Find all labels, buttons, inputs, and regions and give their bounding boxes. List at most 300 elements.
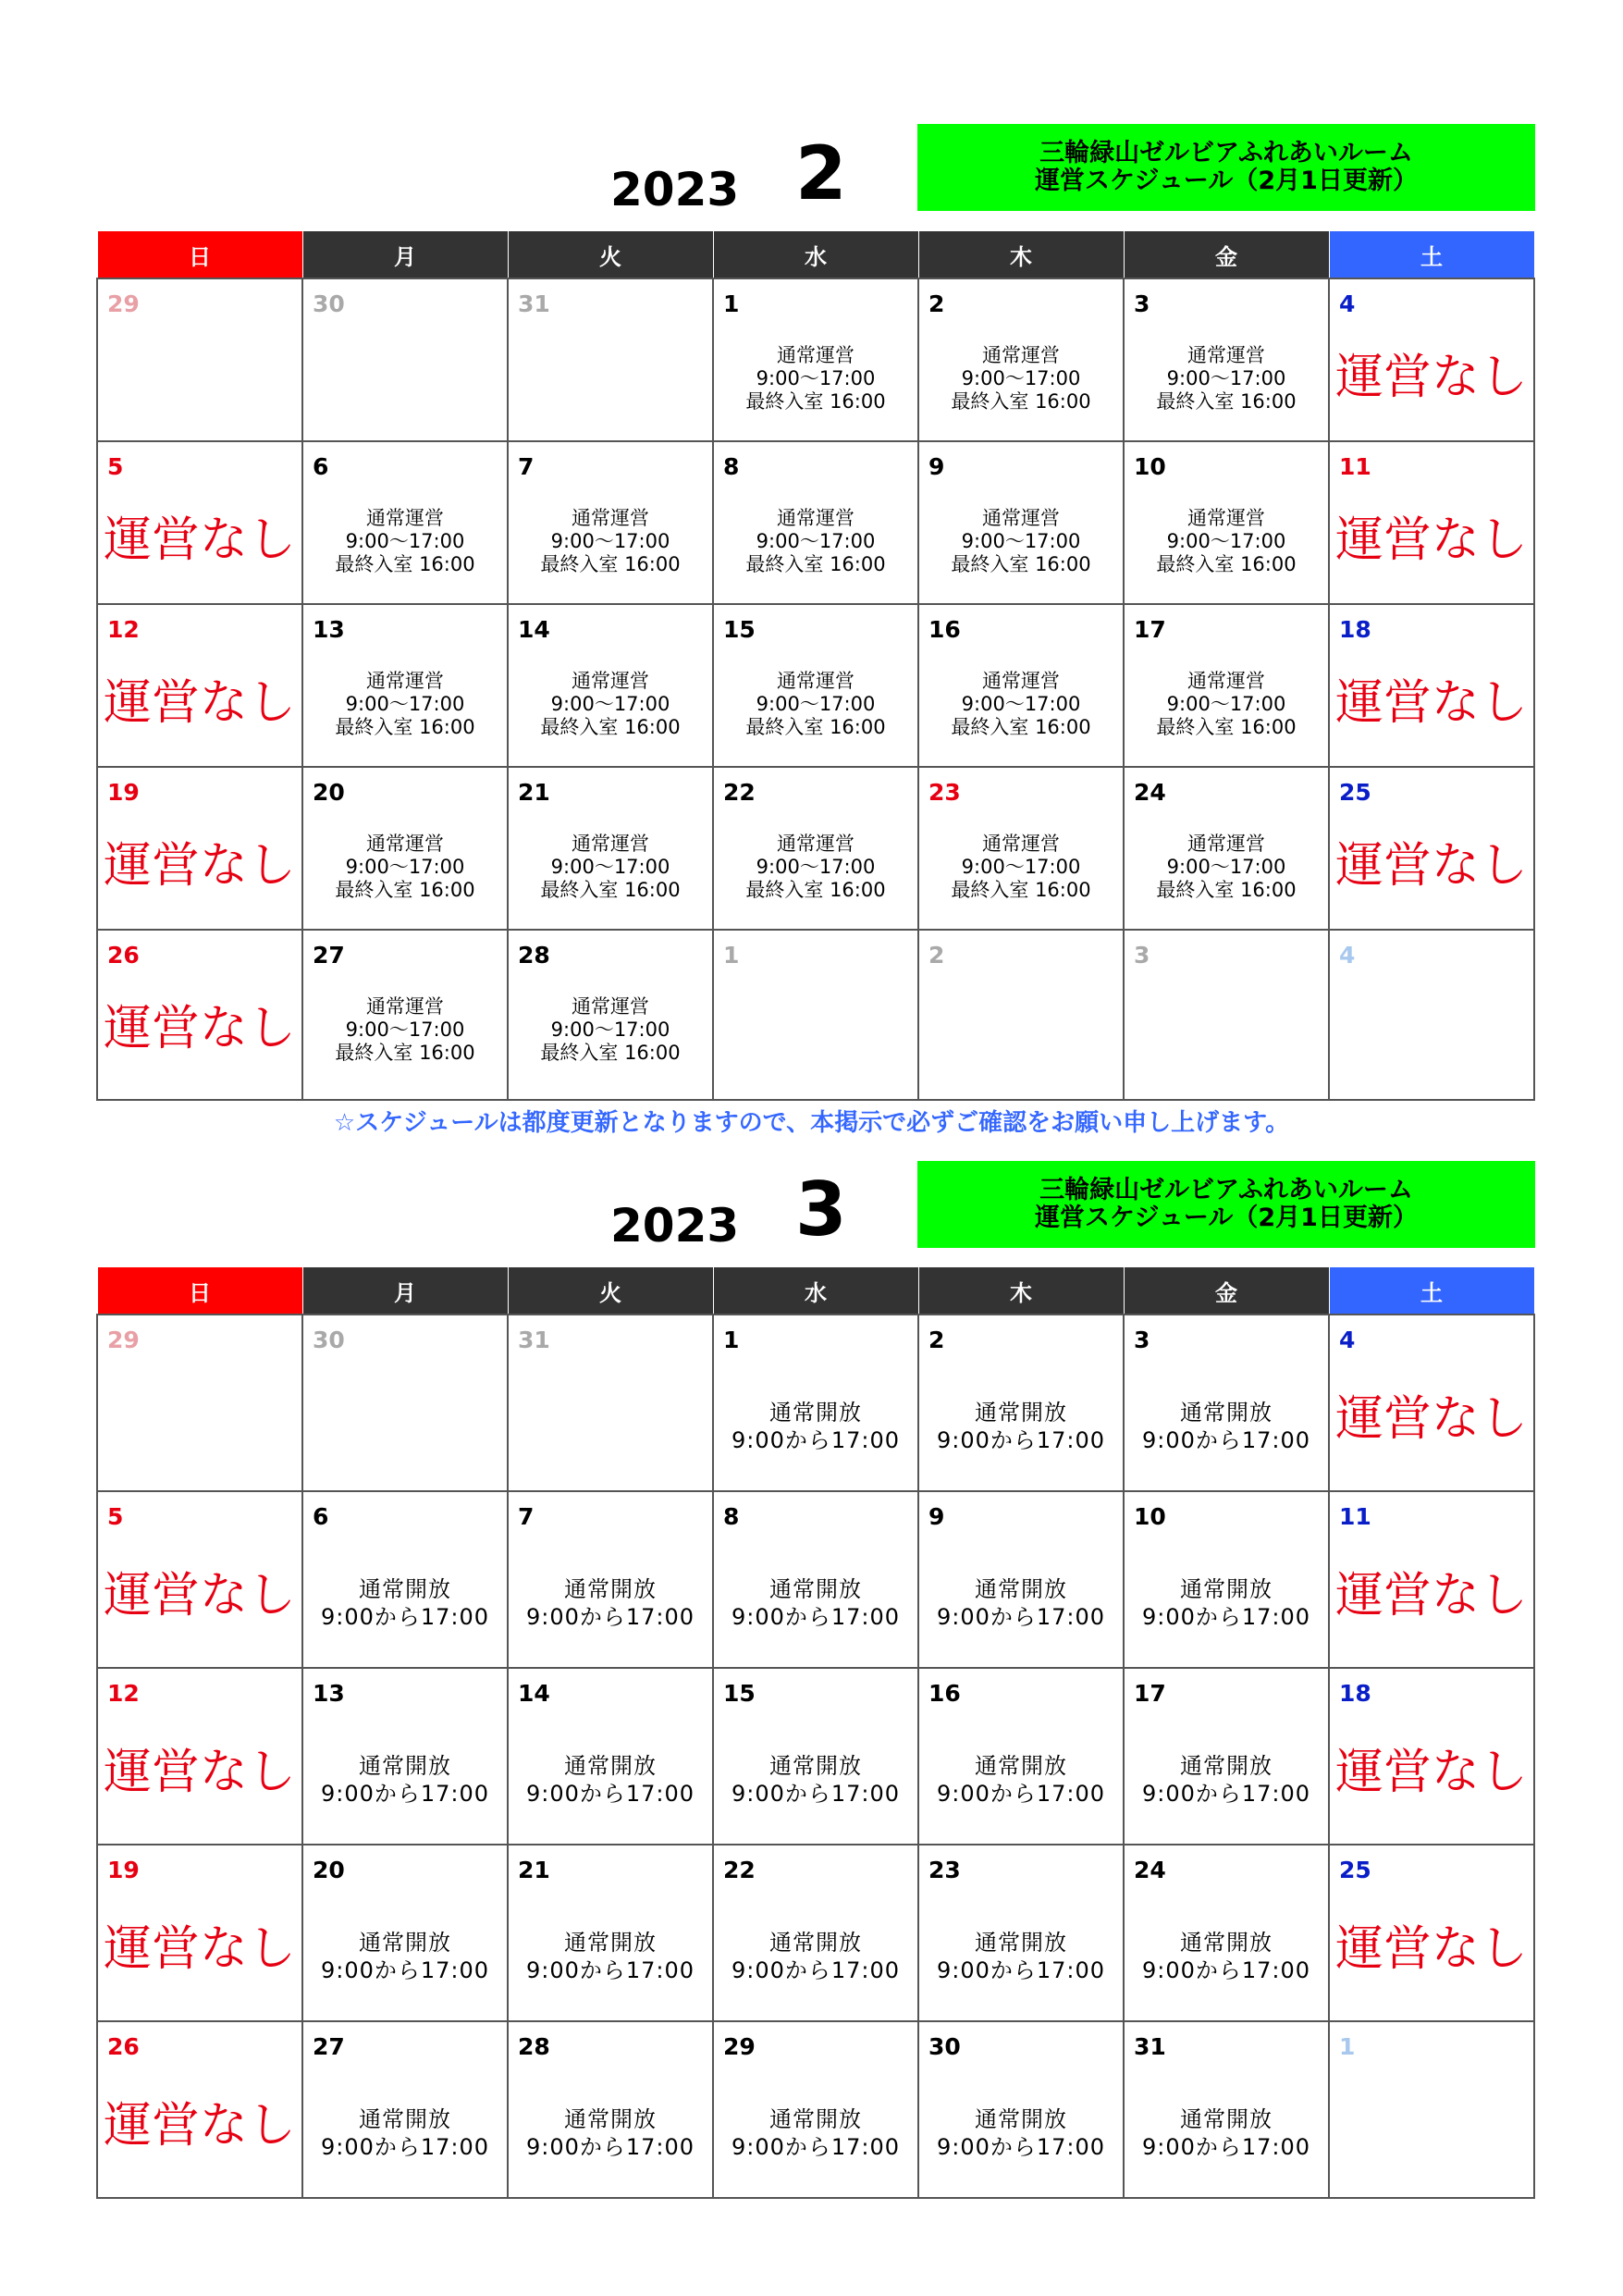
day-number: 28 bbox=[518, 2033, 550, 2060]
open-hours bbox=[1125, 1752, 1328, 1808]
open-hours bbox=[919, 2105, 1123, 2161]
closed-label: 運営なし bbox=[1334, 512, 1528, 568]
open-hours-line: 9:00～17:00 bbox=[345, 856, 465, 878]
day-number: 11 bbox=[1339, 453, 1371, 480]
open-hours bbox=[303, 507, 507, 576]
day-number: 30 bbox=[313, 290, 345, 317]
open-hours-line: 9:00から17:00 bbox=[936, 1957, 1106, 1983]
day-cell bbox=[1124, 2021, 1329, 2198]
day-number: 28 bbox=[518, 942, 550, 969]
day-number: 1 bbox=[723, 942, 740, 969]
weekday-header: 土 bbox=[1329, 231, 1534, 279]
open-hours-line: 9:00から17:00 bbox=[1141, 2134, 1311, 2160]
week-row bbox=[97, 1845, 1534, 2021]
closed-label: 運営なし bbox=[103, 1745, 296, 1800]
day-cell bbox=[302, 1491, 508, 1668]
week-row bbox=[97, 930, 1534, 1100]
open-hours-line: 9:00から17:00 bbox=[936, 1427, 1106, 1453]
open-hours-line: 9:00～17:00 bbox=[961, 530, 1081, 552]
open-hours-line: 通常開放 bbox=[359, 2106, 451, 2132]
day-cell bbox=[713, 767, 918, 930]
day-cell bbox=[508, 604, 713, 767]
day-number: 16 bbox=[928, 616, 961, 643]
day-cell bbox=[1329, 278, 1534, 441]
day-cell bbox=[97, 2021, 302, 2198]
day-cell bbox=[713, 441, 918, 604]
day-cell bbox=[302, 1845, 508, 2021]
open-hours-line: 最終入室 16:00 bbox=[540, 1042, 681, 1064]
day-cell bbox=[508, 1845, 713, 2021]
update-notice: ☆スケジュールは都度更新となりますので、本掲示で必ずご確認をお願い申し上げます。 bbox=[333, 1109, 1290, 1137]
open-hours-line: 最終入室 16:00 bbox=[745, 879, 886, 901]
open-hours-line: 通常開放 bbox=[564, 1753, 657, 1779]
open-hours-line: 通常運営 bbox=[366, 995, 444, 1018]
open-hours-line: 9:00から17:00 bbox=[525, 2134, 695, 2160]
open-hours-line: 9:00～17:00 bbox=[1166, 530, 1286, 552]
day-number: 8 bbox=[723, 453, 740, 480]
open-hours-line: 9:00から17:00 bbox=[525, 1957, 695, 1983]
weekday-header: 火 bbox=[508, 1267, 713, 1315]
day-number: 20 bbox=[313, 779, 345, 806]
day-number: 9 bbox=[928, 1503, 945, 1530]
open-hours-line: 9:00から17:00 bbox=[1141, 1427, 1311, 1453]
open-hours-line: 最終入室 16:00 bbox=[540, 879, 681, 901]
day-number: 1 bbox=[1339, 2033, 1356, 2060]
open-hours-line: 9:00から17:00 bbox=[936, 2134, 1106, 2160]
open-hours-line: 通常開放 bbox=[975, 2106, 1067, 2132]
weekday-header: 日 bbox=[97, 1267, 302, 1315]
day-cell bbox=[1329, 2021, 1534, 2198]
day-cell bbox=[97, 1668, 302, 1845]
open-hours-line: 通常運営 bbox=[1187, 833, 1265, 855]
open-hours bbox=[714, 1399, 917, 1454]
day-cell bbox=[918, 2021, 1124, 2198]
day-cell bbox=[918, 930, 1124, 1100]
open-hours bbox=[1125, 670, 1328, 739]
open-hours bbox=[509, 507, 712, 576]
open-hours-line: 最終入室 16:00 bbox=[540, 553, 681, 575]
open-hours bbox=[1125, 507, 1328, 576]
day-number: 27 bbox=[313, 942, 345, 969]
day-number: 19 bbox=[107, 1857, 140, 1883]
open-hours bbox=[1125, 1929, 1328, 1984]
day-cell bbox=[918, 1315, 1124, 1491]
open-hours-line: 通常運営 bbox=[982, 507, 1060, 529]
open-hours-line: 通常運営 bbox=[777, 344, 855, 366]
open-hours bbox=[714, 833, 917, 902]
open-hours-line: 通常開放 bbox=[769, 1930, 862, 1956]
day-cell bbox=[508, 278, 713, 441]
day-number: 22 bbox=[723, 779, 756, 806]
day-number: 1 bbox=[723, 290, 740, 317]
day-cell bbox=[1329, 1668, 1534, 1845]
day-cell bbox=[302, 278, 508, 441]
open-hours-line: 通常運営 bbox=[777, 670, 855, 692]
day-number: 10 bbox=[1134, 453, 1166, 480]
day-cell bbox=[97, 1491, 302, 1668]
day-number: 12 bbox=[107, 616, 140, 643]
open-hours bbox=[919, 507, 1123, 576]
open-hours bbox=[509, 670, 712, 739]
open-hours bbox=[919, 670, 1123, 739]
day-cell bbox=[918, 441, 1124, 604]
day-cell bbox=[302, 2021, 508, 2198]
closed-label: 運営なし bbox=[1334, 350, 1528, 405]
open-hours-line: 通常開放 bbox=[564, 2106, 657, 2132]
open-hours bbox=[303, 1575, 507, 1631]
day-number: 13 bbox=[313, 616, 345, 643]
day-cell bbox=[302, 604, 508, 767]
open-hours-line: 通常開放 bbox=[359, 1930, 451, 1956]
calendar-grid bbox=[96, 1266, 1535, 2199]
day-number: 1 bbox=[723, 1327, 740, 1353]
open-hours-line: 9:00～17:00 bbox=[756, 530, 876, 552]
day-number: 13 bbox=[313, 1680, 345, 1707]
day-number: 23 bbox=[928, 779, 961, 806]
open-hours-line: 9:00から17:00 bbox=[525, 1604, 695, 1630]
open-hours-line: 9:00～17:00 bbox=[1166, 856, 1286, 878]
open-hours-line: 最終入室 16:00 bbox=[951, 879, 1091, 901]
day-number: 20 bbox=[313, 1857, 345, 1883]
day-cell bbox=[97, 441, 302, 604]
day-number: 31 bbox=[518, 290, 550, 317]
open-hours-line: 9:00から17:00 bbox=[320, 2134, 490, 2160]
day-number: 17 bbox=[1134, 616, 1166, 643]
day-number: 2 bbox=[928, 942, 945, 969]
week-row bbox=[97, 278, 1534, 441]
closed-label: 運営なし bbox=[103, 1921, 296, 1977]
day-cell bbox=[918, 1845, 1124, 2021]
day-number: 24 bbox=[1134, 779, 1166, 806]
weekday-header: 木 bbox=[918, 231, 1124, 279]
open-hours-line: 通常開放 bbox=[975, 1930, 1067, 1956]
day-cell bbox=[508, 441, 713, 604]
schedule-title-box bbox=[917, 124, 1535, 211]
open-hours-line: 9:00～17:00 bbox=[756, 693, 876, 715]
open-hours-line: 通常開放 bbox=[564, 1930, 657, 1956]
open-hours-line: 通常運営 bbox=[366, 507, 444, 529]
day-number: 5 bbox=[107, 453, 124, 480]
week-row bbox=[97, 604, 1534, 767]
open-hours-line: 通常開放 bbox=[975, 1576, 1067, 1602]
open-hours-line: 通常運営 bbox=[366, 670, 444, 692]
open-hours bbox=[919, 1575, 1123, 1631]
open-hours-line: 通常開放 bbox=[769, 1753, 862, 1779]
open-hours-line: 通常運営 bbox=[1187, 507, 1265, 529]
week-row bbox=[97, 2021, 1534, 2198]
day-number: 30 bbox=[928, 2033, 961, 2060]
day-cell bbox=[1124, 441, 1329, 604]
day-number: 2 bbox=[928, 290, 945, 317]
weekday-header: 火 bbox=[508, 231, 713, 279]
open-hours-line: 9:00から17:00 bbox=[1141, 1604, 1311, 1630]
open-hours-line: 9:00から17:00 bbox=[320, 1781, 490, 1807]
open-hours bbox=[1125, 1399, 1328, 1454]
open-hours-line: 最終入室 16:00 bbox=[951, 390, 1091, 413]
open-hours-line: 9:00から17:00 bbox=[1141, 1957, 1311, 1983]
day-number: 16 bbox=[928, 1680, 961, 1707]
day-number: 26 bbox=[107, 2033, 140, 2060]
day-cell bbox=[1124, 930, 1329, 1100]
open-hours-line: 通常運営 bbox=[982, 670, 1060, 692]
open-hours-line: 通常運営 bbox=[572, 995, 649, 1018]
open-hours-line: 9:00から17:00 bbox=[320, 1604, 490, 1630]
open-hours-line: 9:00～17:00 bbox=[345, 1018, 465, 1041]
day-number: 14 bbox=[518, 1680, 550, 1707]
open-hours-line: 通常開放 bbox=[975, 1400, 1067, 1426]
open-hours-line: 通常運営 bbox=[572, 507, 649, 529]
open-hours bbox=[714, 1752, 917, 1808]
open-hours-line: 9:00から17:00 bbox=[731, 1957, 901, 1983]
open-hours-line: 9:00から17:00 bbox=[936, 1604, 1106, 1630]
day-cell bbox=[97, 1315, 302, 1491]
open-hours bbox=[509, 833, 712, 902]
calendar-grid bbox=[96, 230, 1535, 1101]
open-hours-line: 9:00～17:00 bbox=[550, 856, 670, 878]
day-cell bbox=[713, 1668, 918, 1845]
week-row bbox=[97, 1491, 1534, 1668]
day-number: 9 bbox=[928, 453, 945, 480]
open-hours bbox=[303, 1752, 507, 1808]
day-cell bbox=[1124, 604, 1329, 767]
closed-label: 運営なし bbox=[1334, 838, 1528, 894]
closed-label: 運営なし bbox=[103, 2098, 296, 2154]
open-hours-line: 9:00～17:00 bbox=[756, 856, 876, 878]
day-cell bbox=[713, 604, 918, 767]
day-cell bbox=[97, 767, 302, 930]
open-hours-line: 通常開放 bbox=[359, 1753, 451, 1779]
day-cell bbox=[508, 1491, 713, 1668]
day-number: 6 bbox=[313, 1503, 329, 1530]
day-number: 29 bbox=[107, 290, 140, 317]
open-hours bbox=[919, 833, 1123, 902]
day-cell bbox=[508, 767, 713, 930]
day-cell bbox=[918, 1668, 1124, 1845]
day-number: 23 bbox=[928, 1857, 961, 1883]
open-hours-line: 通常開放 bbox=[769, 1576, 862, 1602]
open-hours-line: 9:00から17:00 bbox=[1141, 1781, 1311, 1807]
open-hours-line: 9:00から17:00 bbox=[731, 1781, 901, 1807]
weekday-header: 土 bbox=[1329, 1267, 1534, 1315]
open-hours bbox=[714, 507, 917, 576]
day-cell bbox=[302, 930, 508, 1100]
day-number: 18 bbox=[1339, 1680, 1371, 1707]
day-number: 30 bbox=[313, 1327, 345, 1353]
day-cell bbox=[1329, 604, 1534, 767]
open-hours bbox=[509, 1575, 712, 1631]
weekday-header: 木 bbox=[918, 1267, 1124, 1315]
weekday-header: 水 bbox=[713, 1267, 918, 1315]
weekday-header: 金 bbox=[1124, 1267, 1329, 1315]
open-hours-line: 最終入室 16:00 bbox=[745, 390, 886, 413]
day-number: 26 bbox=[107, 942, 140, 969]
day-number: 22 bbox=[723, 1857, 756, 1883]
day-cell bbox=[508, 1315, 713, 1491]
day-number: 8 bbox=[723, 1503, 740, 1530]
open-hours-line: 通常運営 bbox=[366, 833, 444, 855]
open-hours-line: 9:00から17:00 bbox=[731, 1604, 901, 1630]
day-cell bbox=[918, 767, 1124, 930]
day-number: 15 bbox=[723, 1680, 756, 1707]
closed-label: 運営なし bbox=[1334, 1391, 1528, 1447]
open-hours-line: 9:00から17:00 bbox=[525, 1781, 695, 1807]
day-number: 17 bbox=[1134, 1680, 1166, 1707]
title-line-1: 三輪緑山ゼルビアふれあいルーム bbox=[1039, 139, 1413, 167]
day-cell bbox=[918, 1491, 1124, 1668]
day-cell bbox=[713, 278, 918, 441]
open-hours bbox=[714, 2105, 917, 2161]
day-cell bbox=[302, 767, 508, 930]
day-cell bbox=[1329, 1845, 1534, 2021]
day-number: 29 bbox=[107, 1327, 140, 1353]
day-cell bbox=[508, 1668, 713, 1845]
day-number: 31 bbox=[518, 1327, 550, 1353]
day-number: 7 bbox=[518, 1503, 535, 1530]
open-hours-line: 9:00～17:00 bbox=[550, 693, 670, 715]
day-cell bbox=[1124, 767, 1329, 930]
open-hours-line: 通常運営 bbox=[1187, 344, 1265, 366]
open-hours-line: 最終入室 16:00 bbox=[335, 716, 475, 738]
open-hours-line: 9:00～17:00 bbox=[345, 530, 465, 552]
open-hours bbox=[714, 1929, 917, 1984]
day-cell bbox=[302, 1668, 508, 1845]
week-row bbox=[97, 1315, 1534, 1491]
open-hours-line: 通常開放 bbox=[1180, 1753, 1273, 1779]
open-hours bbox=[303, 995, 507, 1065]
open-hours bbox=[1125, 2105, 1328, 2161]
title-line-1: 三輪緑山ゼルビアふれあいルーム bbox=[1039, 1176, 1413, 1204]
weekday-header: 金 bbox=[1124, 231, 1329, 279]
open-hours-line: 通常運営 bbox=[572, 670, 649, 692]
day-cell bbox=[713, 1845, 918, 2021]
open-hours bbox=[303, 1929, 507, 1984]
day-cell bbox=[1329, 441, 1534, 604]
weekday-header: 月 bbox=[302, 1267, 508, 1315]
open-hours bbox=[509, 2105, 712, 2161]
open-hours bbox=[1125, 1575, 1328, 1631]
open-hours bbox=[1125, 833, 1328, 902]
open-hours-line: 通常運営 bbox=[777, 833, 855, 855]
open-hours-line: 最終入室 16:00 bbox=[951, 553, 1091, 575]
open-hours-line: 最終入室 16:00 bbox=[1156, 553, 1297, 575]
closed-label: 運営なし bbox=[1334, 1921, 1528, 1977]
day-number: 6 bbox=[313, 453, 329, 480]
day-number: 21 bbox=[518, 779, 550, 806]
day-cell bbox=[1124, 278, 1329, 441]
open-hours-line: 通常開放 bbox=[769, 1400, 862, 1426]
open-hours-line: 最終入室 16:00 bbox=[540, 716, 681, 738]
day-cell bbox=[713, 1491, 918, 1668]
day-cell bbox=[918, 604, 1124, 767]
open-hours-line: 9:00から17:00 bbox=[731, 1427, 901, 1453]
day-number: 19 bbox=[107, 779, 140, 806]
day-number: 14 bbox=[518, 616, 550, 643]
open-hours bbox=[919, 1752, 1123, 1808]
open-hours-line: 通常開放 bbox=[1180, 2106, 1273, 2132]
open-hours-line: 9:00から17:00 bbox=[936, 1781, 1106, 1807]
open-hours-line: 通常開放 bbox=[1180, 1576, 1273, 1602]
open-hours-line: 最終入室 16:00 bbox=[951, 716, 1091, 738]
open-hours bbox=[714, 670, 917, 739]
open-hours bbox=[1125, 344, 1328, 414]
open-hours-line: 9:00～17:00 bbox=[550, 1018, 670, 1041]
closed-label: 運営なし bbox=[1334, 1745, 1528, 1800]
open-hours-line: 最終入室 16:00 bbox=[335, 553, 475, 575]
open-hours-line: 9:00～17:00 bbox=[345, 693, 465, 715]
month-number: 2 bbox=[795, 130, 847, 216]
open-hours-line: 通常開放 bbox=[564, 1576, 657, 1602]
open-hours bbox=[303, 2105, 507, 2161]
open-hours-line: 通常開放 bbox=[1180, 1400, 1273, 1426]
open-hours bbox=[303, 670, 507, 739]
open-hours-line: 通常運営 bbox=[982, 344, 1060, 366]
day-number: 2 bbox=[928, 1327, 945, 1353]
day-number: 27 bbox=[313, 2033, 345, 2060]
day-cell bbox=[1329, 930, 1534, 1100]
open-hours-line: 9:00～17:00 bbox=[1166, 367, 1286, 389]
day-number: 15 bbox=[723, 616, 756, 643]
open-hours bbox=[919, 1929, 1123, 1984]
day-number: 31 bbox=[1134, 2033, 1166, 2060]
open-hours-line: 最終入室 16:00 bbox=[335, 1042, 475, 1064]
day-cell bbox=[1329, 767, 1534, 930]
open-hours-line: 9:00～17:00 bbox=[550, 530, 670, 552]
open-hours-line: 通常開放 bbox=[769, 2106, 862, 2132]
weekday-header: 月 bbox=[302, 231, 508, 279]
closed-label: 運営なし bbox=[103, 512, 296, 568]
open-hours-line: 9:00～17:00 bbox=[1166, 693, 1286, 715]
open-hours bbox=[919, 1399, 1123, 1454]
open-hours bbox=[714, 1575, 917, 1631]
week-row bbox=[97, 767, 1534, 930]
open-hours-line: 通常開放 bbox=[359, 1576, 451, 1602]
open-hours-line: 9:00～17:00 bbox=[961, 693, 1081, 715]
open-hours-line: 最終入室 16:00 bbox=[1156, 716, 1297, 738]
day-number: 4 bbox=[1339, 1327, 1356, 1353]
day-cell bbox=[713, 2021, 918, 2198]
day-number: 7 bbox=[518, 453, 535, 480]
day-cell bbox=[918, 278, 1124, 441]
open-hours bbox=[919, 344, 1123, 414]
open-hours-line: 最終入室 16:00 bbox=[1156, 390, 1297, 413]
open-hours bbox=[714, 344, 917, 414]
year-label: 2023 bbox=[610, 163, 740, 216]
closed-label: 運営なし bbox=[1334, 675, 1528, 731]
day-number: 11 bbox=[1339, 1503, 1371, 1530]
open-hours-line: 9:00から17:00 bbox=[731, 2134, 901, 2160]
open-hours-line: 9:00から17:00 bbox=[320, 1957, 490, 1983]
closed-label: 運営なし bbox=[103, 1001, 296, 1056]
open-hours-line: 通常開放 bbox=[975, 1753, 1067, 1779]
open-hours-line: 最終入室 16:00 bbox=[335, 879, 475, 901]
open-hours-line: 9:00～17:00 bbox=[961, 856, 1081, 878]
closed-label: 運営なし bbox=[103, 838, 296, 894]
open-hours bbox=[509, 1929, 712, 1984]
open-hours-line: 通常運営 bbox=[572, 833, 649, 855]
day-number: 21 bbox=[518, 1857, 550, 1883]
day-cell bbox=[97, 930, 302, 1100]
day-number: 29 bbox=[723, 2033, 756, 2060]
schedule-title-box bbox=[917, 1161, 1535, 1248]
open-hours-line: 最終入室 16:00 bbox=[745, 553, 886, 575]
closed-label: 運営なし bbox=[1334, 1568, 1528, 1623]
title-line-2: 運営スケジュール（2月1日更新） bbox=[1035, 167, 1418, 195]
day-cell bbox=[713, 930, 918, 1100]
day-cell bbox=[1124, 1491, 1329, 1668]
day-cell bbox=[508, 2021, 713, 2198]
open-hours-line: 通常運営 bbox=[777, 507, 855, 529]
open-hours-line: 通常開放 bbox=[1180, 1930, 1273, 1956]
